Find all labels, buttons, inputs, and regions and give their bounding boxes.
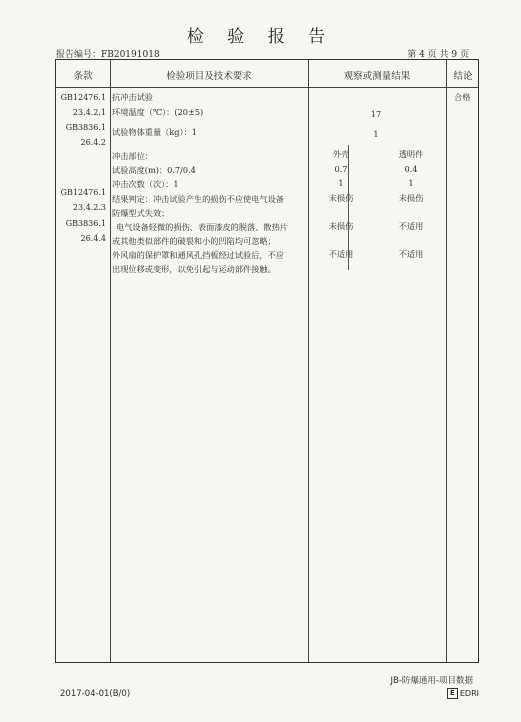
report-number: 报告编号：FB20191018 bbox=[56, 50, 160, 60]
clause-top-1: GB12476.1 bbox=[60, 93, 106, 102]
result-r3-b: 不适用 bbox=[398, 249, 424, 259]
result-split-line bbox=[348, 145, 349, 270]
clause-bottom-4: 26.4.4 bbox=[80, 234, 106, 243]
item-judge-2: 防爆型式失效； bbox=[112, 208, 170, 218]
item-env-temp: 环境温度（℃）：(20±5) bbox=[112, 107, 204, 117]
item-count: 冲击次数（次）：1 bbox=[112, 179, 179, 189]
item-judge-3: 电气设备轻微的损伤、表面漆皮的脱落、散热片 bbox=[116, 222, 288, 232]
item-impact-part: 冲击部位： bbox=[112, 151, 153, 161]
item-judge-5: 外风扇的保护罩和通风孔挡板经过试验后，不应 bbox=[112, 250, 284, 260]
col-divider-2 bbox=[308, 60, 309, 662]
clause-top-4: 26.4.2 bbox=[80, 138, 106, 147]
item-judge-4: 或其他类似部件的破裂和小的凹陷均可忽略； bbox=[112, 236, 276, 246]
item-weight: 试验物体重量（kg）：1 bbox=[112, 127, 197, 137]
result-r3-a: 不适用 bbox=[328, 249, 354, 259]
footer-version: 2017-04-01(B/0) bbox=[60, 689, 131, 699]
logo-icon: E bbox=[447, 688, 458, 699]
header-clause: 条款 bbox=[73, 71, 93, 82]
result-count-b: 1 bbox=[408, 178, 414, 188]
footer-logo bbox=[447, 688, 479, 699]
result-height-a: 0.7 bbox=[334, 164, 348, 174]
result-col-b-header: 透明件 bbox=[398, 149, 424, 159]
result-height-b: 0.4 bbox=[404, 164, 418, 174]
result-r1-b: 未损伤 bbox=[398, 193, 424, 203]
clause-bottom-2: 23.4.2.3 bbox=[72, 203, 106, 212]
result-r2-b: 不适用 bbox=[398, 221, 424, 231]
logo-text: EDRI bbox=[459, 689, 479, 698]
result-env-temp: 17 bbox=[370, 109, 382, 119]
item-height: 试验高度(m)：0.7/0.4 bbox=[112, 165, 196, 175]
header-conclusion: 结论 bbox=[453, 71, 473, 82]
page-title: 检 验 报 告 bbox=[186, 27, 335, 47]
clause-top-2: 23.4.2.1 bbox=[72, 108, 106, 117]
header-result: 观察或测量结果 bbox=[343, 71, 411, 82]
result-col-a-header: 外壳 bbox=[332, 149, 350, 159]
result-r2-a: 未损伤 bbox=[328, 221, 354, 231]
item-test-name: 抗冲击试验 bbox=[112, 92, 153, 102]
clause-bottom-3: GB3836.1 bbox=[65, 219, 106, 228]
clause-top-3: GB3836.1 bbox=[65, 123, 106, 132]
header-divider bbox=[56, 87, 478, 88]
footer-form-code: JB-防爆通用-项目数据 bbox=[390, 676, 473, 686]
inspection-table bbox=[55, 59, 479, 663]
item-judge-1: 结果判定：冲击试验产生的损伤不应使电气设备 bbox=[112, 194, 284, 204]
col-divider-3 bbox=[446, 60, 447, 662]
result-weight: 1 bbox=[373, 129, 379, 139]
result-count-a: 1 bbox=[338, 178, 344, 188]
header-item: 检验项目及技术要求 bbox=[166, 71, 252, 82]
item-judge-6: 出现位移或变形，以免引起与运动部件接触。 bbox=[112, 264, 276, 274]
col-divider-1 bbox=[110, 60, 111, 662]
page-indicator: 第 4 页 共 9 页 bbox=[407, 50, 469, 60]
clause-bottom-1: GB12476.1 bbox=[60, 188, 106, 197]
conclusion-value: 合格 bbox=[454, 92, 471, 102]
result-r1-a: 未损伤 bbox=[328, 193, 354, 203]
